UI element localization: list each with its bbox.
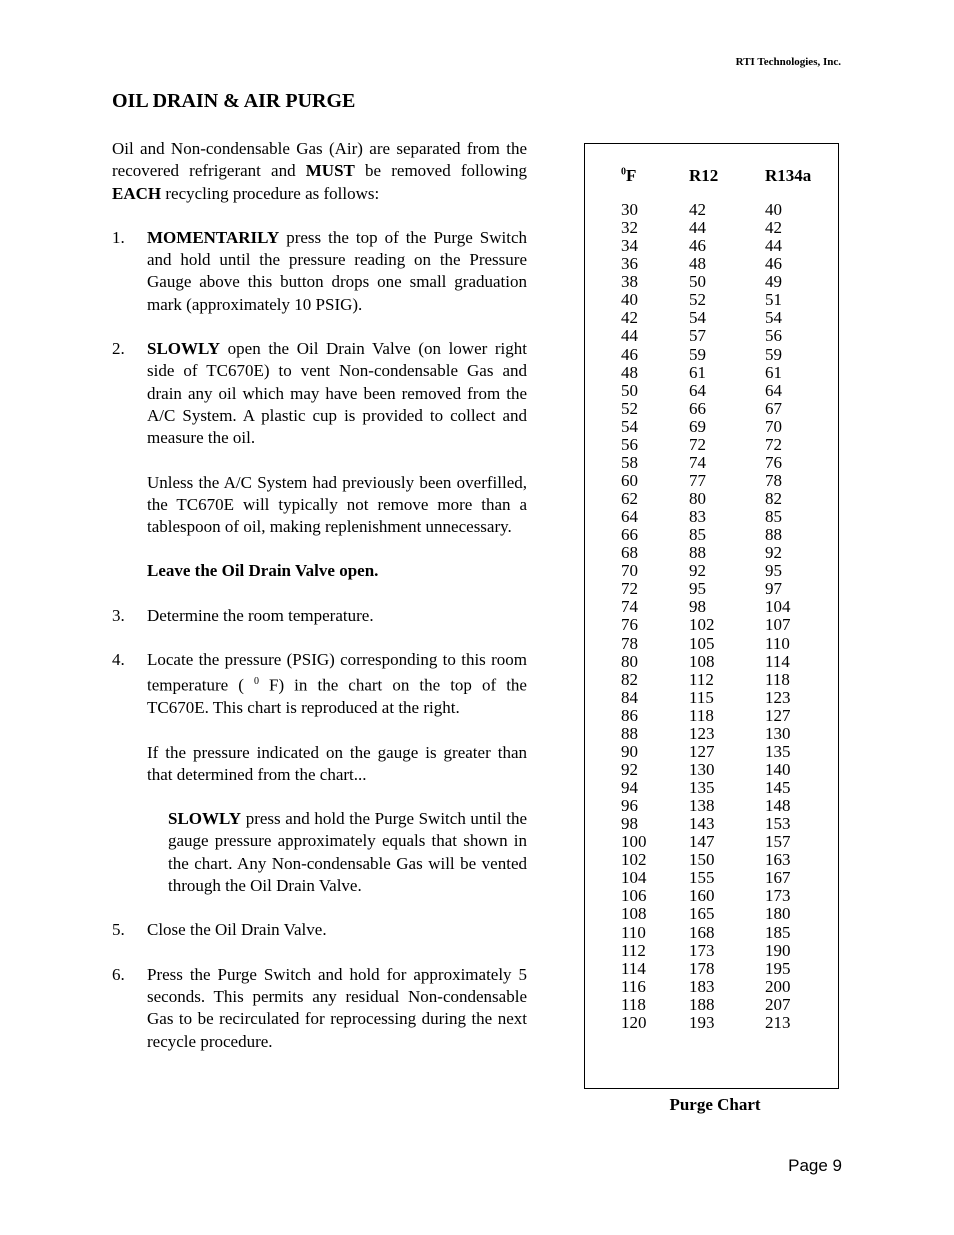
r12-cell: 150 xyxy=(689,850,715,870)
temp-cell: 72 xyxy=(621,579,638,599)
r134a-cell: 173 xyxy=(765,886,791,906)
r12-cell: 48 xyxy=(689,254,706,274)
r12-cell: 69 xyxy=(689,416,706,436)
r12-cell: 74 xyxy=(689,452,706,472)
step-text: MOMENTARILY press the top of the Purge Switch and hold until the pressure reading on the Pressure Gauge above this button drops one small graduation mark (approximately 10 PSIG). xyxy=(147,227,527,314)
chart-row xyxy=(585,598,838,616)
step-number: 3. xyxy=(112,605,125,625)
r134a-cell: 140 xyxy=(765,759,791,779)
r12-cell: 168 xyxy=(689,922,715,942)
chart-row xyxy=(585,635,838,653)
temp-cell: 32 xyxy=(621,218,638,238)
r134a-cell: 190 xyxy=(765,940,791,960)
r134a-cell: 67 xyxy=(765,398,782,418)
r12-cell: 183 xyxy=(689,976,715,996)
r134a-cell: 145 xyxy=(765,778,791,797)
step-emphasis: Leave the Oil Drain Valve open. xyxy=(147,561,379,581)
temp-cell: 40 xyxy=(621,290,638,310)
r12-cell: 77 xyxy=(689,470,706,490)
step-2 xyxy=(112,338,527,583)
r134a-cell: 195 xyxy=(765,958,791,978)
chart-row xyxy=(585,978,838,996)
r12-cell: 46 xyxy=(689,236,706,256)
temp-cell: 114 xyxy=(621,958,646,978)
r12-cell: 64 xyxy=(689,380,706,400)
r12-cell: 118 xyxy=(689,705,714,725)
r134a-cell: 107 xyxy=(765,615,791,635)
temp-cell: 82 xyxy=(621,669,638,689)
chart-row xyxy=(585,219,838,237)
r134a-cell: 82 xyxy=(765,489,782,508)
step-6 xyxy=(112,964,527,1053)
step-1 xyxy=(112,227,527,316)
r12-cell: 52 xyxy=(689,290,706,310)
r134a-cell: 153 xyxy=(765,814,791,834)
step-number: 4. xyxy=(112,650,125,670)
r134a-cell: 110 xyxy=(765,633,790,653)
r134a-cell: 56 xyxy=(765,326,782,346)
chart-row xyxy=(585,797,838,815)
temp-cell: 94 xyxy=(621,778,638,797)
r12-cell: 102 xyxy=(689,615,715,635)
chart-row xyxy=(585,400,838,418)
temp-cell: 66 xyxy=(621,525,638,545)
chart-row xyxy=(585,580,838,598)
chart-row xyxy=(585,743,838,761)
r134a-cell: 135 xyxy=(765,741,791,761)
step-text: Close the Oil Drain Valve. xyxy=(147,920,327,940)
temp-cell: 34 xyxy=(621,236,638,256)
temp-cell: 108 xyxy=(621,904,647,924)
r134a-cell: 200 xyxy=(765,976,791,996)
chart-row xyxy=(585,869,838,887)
company-name: RTI Technologies, Inc. xyxy=(735,56,841,68)
step-number: 2. xyxy=(112,339,125,359)
temp-cell: 96 xyxy=(621,796,638,816)
chart-row xyxy=(585,346,838,364)
chart-row xyxy=(585,255,838,273)
r12-header: R12 xyxy=(689,166,719,185)
chart-row xyxy=(585,273,838,291)
r12-cell: 44 xyxy=(689,218,706,238)
r12-cell: 42 xyxy=(689,200,706,219)
r134a-cell: 148 xyxy=(765,796,791,816)
r134a-cell: 207 xyxy=(765,994,791,1014)
r134a-cell: 59 xyxy=(765,344,782,364)
r12-cell: 147 xyxy=(689,832,715,852)
temp-cell: 36 xyxy=(621,254,638,274)
step-substep: SLOWLY press and hold the Purge Switch until the gauge pressure approximately equals that shown in the chart. Any Non-condensable Gas will be vented through the Oil Drain Valve. xyxy=(168,809,527,896)
temp-cell: 46 xyxy=(621,344,638,364)
chart-row xyxy=(585,924,838,942)
chart-rows xyxy=(585,201,838,1032)
temp-cell: 68 xyxy=(621,543,638,563)
r12-cell: 127 xyxy=(689,741,715,761)
chart-row xyxy=(585,960,838,978)
r12-cell: 160 xyxy=(689,886,715,906)
temp-cell: 78 xyxy=(621,633,638,653)
r12-cell: 50 xyxy=(689,272,706,292)
r12-cell: 98 xyxy=(689,597,706,617)
r134a-cell: 118 xyxy=(765,669,790,689)
r134a-cell: 61 xyxy=(765,362,782,382)
step-number: 6. xyxy=(112,964,125,984)
temp-cell: 56 xyxy=(621,434,638,454)
chart-row xyxy=(585,508,838,526)
temp-cell: 64 xyxy=(621,507,638,527)
r12-cell: 72 xyxy=(689,434,706,454)
r12-cell: 115 xyxy=(689,687,714,707)
step-number: 5. xyxy=(112,920,125,940)
step-number: 1. xyxy=(112,227,125,247)
r12-cell: 66 xyxy=(689,398,706,418)
chart-row xyxy=(585,291,838,309)
r12-cell: 59 xyxy=(689,344,706,364)
intro-paragraph: Oil and Non-condensable Gas (Air) are separated from the recovered refrigerant and MUST be removed following EACH recycling procedure as follows: xyxy=(112,139,527,203)
temp-cell: 74 xyxy=(621,597,638,617)
r134a-cell: 72 xyxy=(765,434,782,454)
step-note: If the pressure indicated on the gauge is greater than that determined from the chart... xyxy=(147,742,527,784)
chart-row xyxy=(585,689,838,707)
r12-cell: 108 xyxy=(689,651,715,671)
chart-row xyxy=(585,562,838,580)
r12-cell: 61 xyxy=(689,362,706,382)
r12-cell: 193 xyxy=(689,1012,715,1032)
chart-row xyxy=(585,544,838,562)
r12-cell: 143 xyxy=(689,814,715,834)
temp-header: $^0$F xyxy=(621,166,637,185)
step-note: Unless the A/C System had previously been overfilled, the TC670E will typically not remove more than a tablespoon of oil, making replenishment unnecessary. xyxy=(147,472,527,537)
r134a-cell: 95 xyxy=(765,561,782,581)
r12-cell: 178 xyxy=(689,958,715,978)
temp-cell: 44 xyxy=(621,326,638,346)
chart-row xyxy=(585,526,838,544)
temp-cell: 54 xyxy=(621,416,638,436)
r12-cell: 188 xyxy=(689,994,715,1014)
instructions xyxy=(112,138,527,1075)
step-5 xyxy=(112,919,527,941)
r12-cell: 92 xyxy=(689,561,706,581)
chart-row xyxy=(585,309,838,327)
chart-row xyxy=(585,201,838,219)
r134a-cell: 180 xyxy=(765,904,791,924)
chart-row xyxy=(585,779,838,797)
r134a-cell: 167 xyxy=(765,868,791,888)
r12-cell: 105 xyxy=(689,633,715,653)
r134a-cell: 85 xyxy=(765,507,782,527)
r12-cell: 85 xyxy=(689,525,706,545)
chart-row xyxy=(585,905,838,923)
step-text: Locate the pressure (PSIG) corresponding to this room temperature ( $^0$ F) in the chart on the top of the TC670E. This chart is reproduced at the right. xyxy=(147,650,527,718)
temp-cell: 110 xyxy=(621,922,646,942)
r134a-cell: 40 xyxy=(765,200,782,219)
r134a-cell: 130 xyxy=(765,723,791,743)
r12-cell: 54 xyxy=(689,308,706,328)
temp-cell: 30 xyxy=(621,200,638,219)
r134a-cell: 97 xyxy=(765,579,782,599)
r134a-cell: 76 xyxy=(765,452,782,472)
section-title: OIL DRAIN & AIR PURGE xyxy=(112,90,356,112)
r134a-cell: 104 xyxy=(765,597,791,617)
chart-row xyxy=(585,653,838,671)
r134a-cell: 92 xyxy=(765,543,782,563)
chart-row xyxy=(585,616,838,634)
temp-cell: 70 xyxy=(621,561,638,581)
r12-cell: 80 xyxy=(689,489,706,508)
chart-row xyxy=(585,237,838,255)
r134a-cell: 46 xyxy=(765,254,782,274)
r12-cell: 95 xyxy=(689,579,706,599)
step-3 xyxy=(112,605,527,627)
r12-cell: 88 xyxy=(689,543,706,563)
temp-cell: 92 xyxy=(621,759,638,779)
chart-caption: Purge Chart xyxy=(669,1095,761,1114)
chart-row xyxy=(585,382,838,400)
r134a-cell: 127 xyxy=(765,705,791,725)
chart-row xyxy=(585,364,838,382)
r134a-cell: 123 xyxy=(765,687,791,707)
temp-cell: 50 xyxy=(621,380,638,400)
r134a-cell: 44 xyxy=(765,236,782,256)
r134a-cell: 163 xyxy=(765,850,791,870)
step-text: SLOWLY open the Oil Drain Valve (on lower right side of TC670E) to vent Non-condensable Gas and drain any oil which may have been removed from the A/C System. A plastic cup is provided to collect and measure the oil. xyxy=(147,339,527,448)
step-text: Determine the room temperature. xyxy=(147,605,374,625)
r12-cell: 130 xyxy=(689,759,715,779)
r12-cell: 83 xyxy=(689,507,706,527)
r12-cell: 155 xyxy=(689,868,715,888)
temp-cell: 118 xyxy=(621,994,646,1014)
temp-cell: 112 xyxy=(621,940,646,960)
r134a-cell: 88 xyxy=(765,525,782,545)
temp-cell: 80 xyxy=(621,651,638,671)
step-text: Press the Purge Switch and hold for approximately 5 seconds. This permits any residual Non-condensable Gas to be recirculated for reprocessing during the next recycle procedure. xyxy=(147,964,527,1051)
chart-row xyxy=(585,327,838,345)
chart-row xyxy=(585,833,838,851)
chart-row xyxy=(585,942,838,960)
r134a-cell: 54 xyxy=(765,308,782,328)
temp-cell: 52 xyxy=(621,398,638,418)
chart-row xyxy=(585,671,838,689)
chart-row xyxy=(585,851,838,869)
temp-cell: 90 xyxy=(621,741,638,761)
r134a-cell: 51 xyxy=(765,290,782,310)
temp-cell: 84 xyxy=(621,687,638,707)
r12-cell: 57 xyxy=(689,326,706,346)
chart-row xyxy=(585,472,838,490)
r134a-cell: 114 xyxy=(765,651,790,671)
r134a-cell: 42 xyxy=(765,218,782,238)
temp-cell: 62 xyxy=(621,489,638,508)
chart-row xyxy=(585,815,838,833)
chart-row xyxy=(585,454,838,472)
chart-row xyxy=(585,725,838,743)
r134a-cell: 185 xyxy=(765,922,791,942)
page-number: Page 9 xyxy=(788,1156,842,1175)
temp-cell: 76 xyxy=(621,615,638,635)
r134a-cell: 157 xyxy=(765,832,791,852)
r134a-cell: 64 xyxy=(765,380,782,400)
temp-cell: 100 xyxy=(621,832,647,852)
temp-cell: 60 xyxy=(621,470,638,490)
temp-cell: 104 xyxy=(621,868,647,888)
chart-row xyxy=(585,761,838,779)
chart-row xyxy=(585,707,838,725)
temp-cell: 42 xyxy=(621,308,638,328)
chart-row xyxy=(585,436,838,454)
temp-cell: 106 xyxy=(621,886,647,906)
r12-cell: 173 xyxy=(689,940,715,960)
temp-cell: 120 xyxy=(621,1012,647,1032)
temp-cell: 58 xyxy=(621,452,638,472)
temp-cell: 86 xyxy=(621,705,638,725)
r134a-cell: 213 xyxy=(765,1012,791,1032)
r12-cell: 138 xyxy=(689,796,715,816)
r12-cell: 135 xyxy=(689,778,715,797)
temp-cell: 88 xyxy=(621,723,638,743)
temp-cell: 116 xyxy=(621,976,646,996)
temp-cell: 38 xyxy=(621,272,638,292)
chart-row xyxy=(585,490,838,508)
r134a-cell: 78 xyxy=(765,470,782,490)
r12-cell: 112 xyxy=(689,669,714,689)
purge-chart-table xyxy=(584,143,839,1089)
r134a-cell: 49 xyxy=(765,272,782,292)
temp-cell: 98 xyxy=(621,814,638,834)
step-4 xyxy=(112,649,527,897)
r12-cell: 123 xyxy=(689,723,715,743)
r12-cell: 165 xyxy=(689,904,715,924)
temp-cell: 48 xyxy=(621,362,638,382)
r134a-header: R134a xyxy=(765,166,812,185)
chart-row xyxy=(585,418,838,436)
chart-row xyxy=(585,887,838,905)
r134a-cell: 70 xyxy=(765,416,782,436)
temp-cell: 102 xyxy=(621,850,647,870)
chart-row xyxy=(585,1014,838,1032)
chart-row xyxy=(585,996,838,1014)
